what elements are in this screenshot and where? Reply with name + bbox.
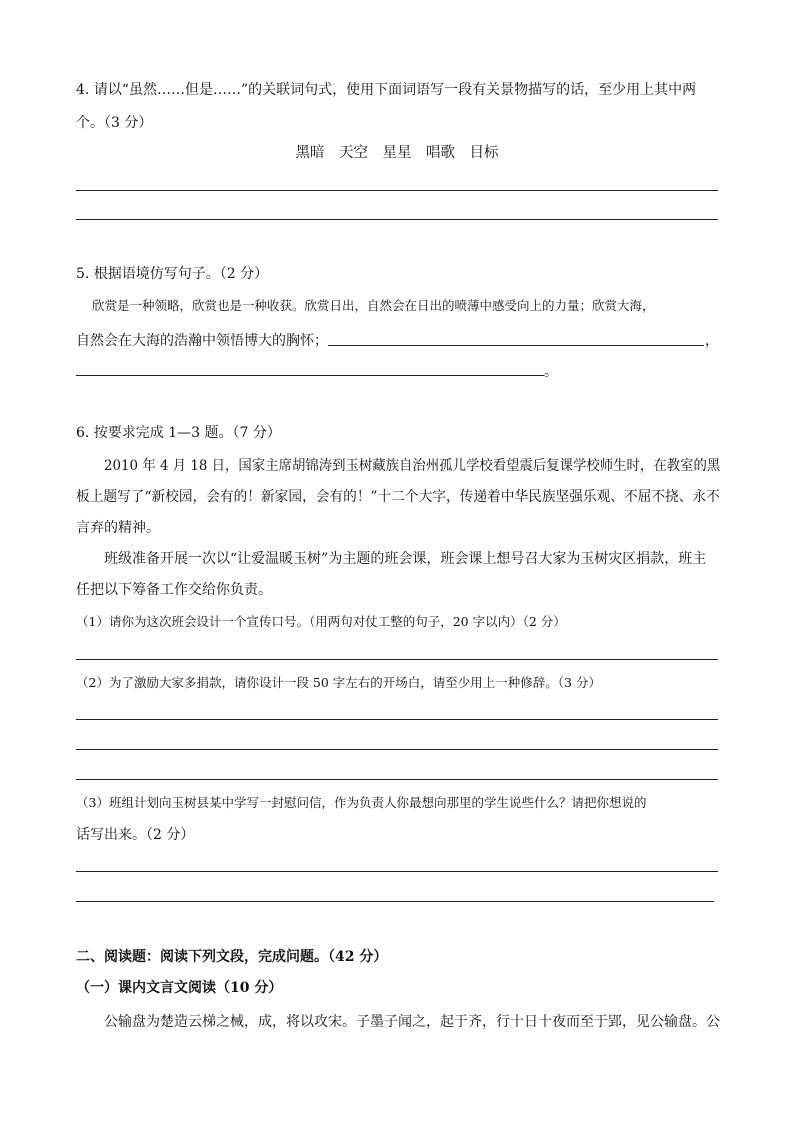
section2-heading: 二、阅读题：阅读下列文段，完成问题。（42 分） [76,949,388,965]
q6-para1-line1: 2010 年 4 月 18 日，国家主席胡锦涛到玉树藏族自治州孤儿学校看望震后复课学校师生时，在教室的黑 [104,458,721,474]
q5-example-line2: 自然会在大海的浩瀚中领悟博大的胸怀； [76,333,328,349]
q6-sub3-answer-line-1[interactable] [76,871,718,872]
section2-sub-heading: （一）课内文言文阅读（10 分） [76,980,283,996]
q6-para1-line3: 言弃的精神。 [76,520,160,536]
q6-para1-line2: 板上题写了“新校园，会有的！新家园，会有的！”十二个大字，传递着中华民族坚强乐观、不屈不挠、永不 [76,489,720,505]
q6-sub3-line2: 话写出来。（2 分） [76,827,195,843]
q5-title: 5. 根据语境仿写句子。（2 分） [76,266,269,282]
section2-text-line1: 公输盘为楚造云梯之械，成，将以攻宋。子墨子闻之，起于齐，行十日十夜而至于郢，见公输盘。公 [104,1014,720,1030]
q6-title: 6. 按要求完成 1—3 题。（7 分） [76,425,281,441]
q5-answer-line-2[interactable] [76,375,544,376]
q6-sub2-answer-line-1[interactable] [76,719,718,720]
q5-period: 。 [544,364,558,380]
q5-answer-line-1[interactable] [328,345,704,346]
q5-comma: ， [705,333,719,349]
q4-prompt-line2: 个。（3 分） [76,115,153,131]
q6-para2-line1: 班级准备开展一次以“让爱温暖玉树”为主题的班会课，班会课上想号召大家为玉树灾区捐款，班主 [104,551,707,567]
q6-para2-line2: 任把以下筹备工作交给你负责。 [76,582,272,598]
q4-prompt-line1: 4. 请以“虽然……但是……”的关联词句式，使用下面词语写一段有关景物描写的话，至少用上其中两 [76,82,697,98]
q6-sub1: （1）请你为这次班会设计一个宣传口号。（用两句对仗工整的句子，20 字以内）（2 分） [76,614,566,629]
q4-word-list: 黑暗 天空 星星 唱歌 目标 [295,145,499,161]
q6-sub3-answer-line-2[interactable] [76,901,714,902]
q6-sub2-answer-line-3[interactable] [76,779,718,780]
q6-sub2-answer-line-2[interactable] [76,749,718,750]
q4-answer-line-1[interactable] [76,190,718,191]
q6-sub2: （2）为了激励大家多捐款，请你设计一段 50 字左右的开场白，请至少用上一种修辞。（3 分） [76,675,601,690]
q6-sub1-answer-line[interactable] [76,659,718,660]
q5-example-line1: 欣赏是一种领略，欣赏也是一种收获。欣赏日出，自然会在日出的喷薄中感受向上的力量；欣赏大海， [92,298,655,313]
q4-answer-line-2[interactable] [76,219,718,220]
q6-sub3-line1: （3）班组计划向玉树县某中学写一封慰问信，作为负责人你最想向那里的学生说些什么？请把你想说的 [76,795,647,810]
